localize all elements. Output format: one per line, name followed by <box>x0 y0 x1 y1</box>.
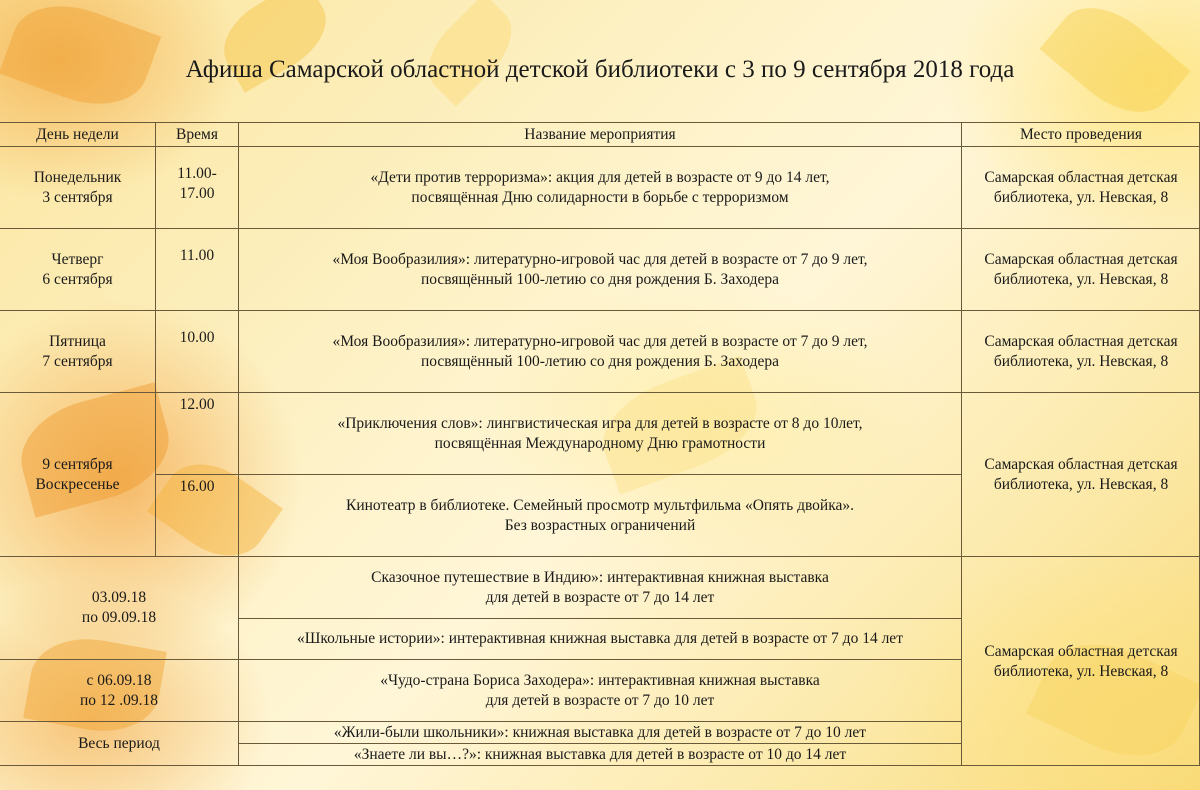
event-text: для детей в возрасте от 7 до 10 лет <box>485 691 715 709</box>
time-start: 11.00- <box>177 165 217 182</box>
period-label: Весь период <box>78 735 160 752</box>
period-end: по 09.09.18 <box>81 609 157 626</box>
day-name: Пятница <box>49 332 106 350</box>
exhibition-place <box>961 556 1200 766</box>
page-title: Афиша Самарской областной детской библиотеки с 3 по 9 сентября 2018 года <box>185 56 1015 83</box>
sunday-time-1 <box>155 392 238 474</box>
event-text: Без возрастных ограничений <box>504 516 696 534</box>
period-end: по 12 .09.18 <box>79 691 159 709</box>
event-text: посвящённый 100-летию со дня рождения Б. Заходера <box>420 352 780 370</box>
day-name: Четверг <box>51 250 104 268</box>
header-day-label: День недели <box>36 125 119 143</box>
header-event <box>238 122 961 146</box>
time-start: 11.00 <box>179 247 215 264</box>
day-date: 9 сентября <box>42 455 113 473</box>
day-date: 6 сентября <box>42 270 113 288</box>
exhibition-period-1 <box>0 556 238 659</box>
event-text: «Школьные истории»: интерактивная книжная выставка для детей в возрасте от 7 до 14 лет <box>297 630 903 647</box>
header-time <box>155 122 238 146</box>
table-row-time <box>155 310 238 392</box>
day-name: Воскресенье <box>35 475 120 493</box>
sunday-event-2 <box>238 474 961 556</box>
exhibition-4 <box>238 721 961 743</box>
place-text: библиотека, ул. Невская, 8 <box>993 475 1169 493</box>
exhibition-3 <box>238 659 961 721</box>
table-border-bottom <box>0 765 1200 766</box>
sunday-time-2 <box>155 474 238 556</box>
sunday-day <box>0 392 155 556</box>
table-row-event <box>238 146 961 228</box>
place-text: библиотека, ул. Невская, 8 <box>993 352 1169 370</box>
schedule-table <box>0 122 1200 766</box>
day-date: 3 сентября <box>42 188 113 206</box>
event-text: «Жили-были школьники»: книжная выставка для детей в возрасте от 7 до 10 лет <box>333 723 867 741</box>
table-row-place <box>961 310 1200 392</box>
header-place <box>961 122 1200 146</box>
table-row-event <box>238 228 961 310</box>
event-text: «Моя Вообразилия»: литературно-игровой час для детей в возрасте от 7 до 9 лет, <box>332 332 868 350</box>
day-name: Понедельник <box>33 168 122 186</box>
event-text: «Моя Вообразилия»: литературно-игровой час для детей в возрасте от 7 до 9 лет, <box>332 250 868 268</box>
header-place-label: Место проведения <box>1019 125 1143 143</box>
table-row-time <box>155 146 238 228</box>
table-row-event <box>238 310 961 392</box>
day-date: 7 сентября <box>42 352 113 370</box>
table-row-place <box>961 228 1200 310</box>
header-time-label: Время <box>176 125 218 143</box>
time-start: 12.00 <box>179 396 215 413</box>
time-end: 17.00 <box>179 185 215 202</box>
event-text: «Знаете ли вы…?»: книжная выставка для детей в возрасте от 10 до 14 лет <box>353 746 847 763</box>
event-text: посвящённая Международному Дню грамотности <box>434 434 766 452</box>
place-text: библиотека, ул. Невская, 8 <box>993 270 1169 288</box>
table-row-day <box>0 228 155 310</box>
period-start: 03.09.18 <box>91 589 147 606</box>
event-text: для детей в возрасте от 7 до 14 лет <box>485 588 715 606</box>
place-text: Самарская областная детская <box>984 642 1178 660</box>
header-day <box>0 122 155 146</box>
event-text: посвящённый 100-летию со дня рождения Б. Заходера <box>420 270 780 288</box>
exhibition-1 <box>238 556 961 618</box>
event-text: посвящённая Дню солидарности в борьбе с терроризмом <box>411 188 789 206</box>
period-start: с 06.09.18 <box>86 671 152 689</box>
event-text: «Чудо-страна Бориса Заходера»: интерактивная книжная выставка <box>380 671 820 689</box>
event-text: «Приключения слов»: лингвистическая игра для детей в возрасте от 8 до 10лет, <box>337 414 863 432</box>
table-row-time <box>155 228 238 310</box>
sunday-event-1 <box>238 392 961 474</box>
exhibition-5 <box>238 743 961 766</box>
place-text: Самарская областная детская <box>984 250 1178 268</box>
place-text: библиотека, ул. Невская, 8 <box>993 662 1169 680</box>
place-text: Самарская областная детская <box>984 455 1178 473</box>
place-text: Самарская областная детская <box>984 168 1178 186</box>
header-event-label: Название мероприятия <box>524 125 676 143</box>
exhibition-period-3 <box>0 721 238 766</box>
table-row-day <box>0 146 155 228</box>
table-row-place <box>961 146 1200 228</box>
event-text: Кинотеатр в библиотеке. Семейный просмотр мультфильма «Опять двойка». <box>345 496 855 514</box>
time-start: 10.00 <box>179 329 215 346</box>
place-text: Самарская областная детская <box>984 332 1178 350</box>
sunday-place <box>961 392 1200 556</box>
leaf-decoration <box>413 0 526 107</box>
event-text: Сказочное путешествие в Индию»: интерактивная книжная выставка <box>371 568 829 586</box>
time-start: 16.00 <box>179 478 215 495</box>
exhibition-2 <box>238 618 961 659</box>
table-row-day <box>0 310 155 392</box>
event-text: «Дети против терроризма»: акция для детей в возрасте от 9 до 14 лет, <box>370 168 830 186</box>
place-text: библиотека, ул. Невская, 8 <box>993 188 1169 206</box>
exhibition-period-2 <box>0 659 238 721</box>
